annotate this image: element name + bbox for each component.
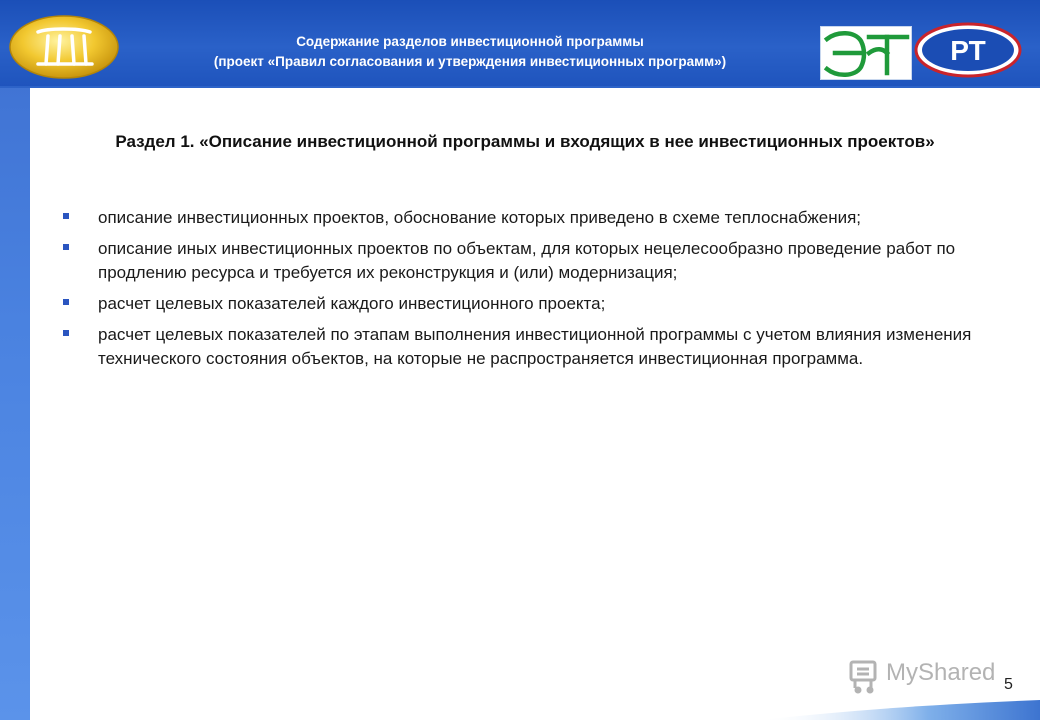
section-heading: Раздел 1. «Описание инвестиционной программы и входящих в нее инвестиционных проектов» <box>115 132 935 151</box>
bottom-decor-swoosh <box>760 696 1040 720</box>
left-decor-band <box>0 0 30 720</box>
square-bullet-icon <box>63 330 69 336</box>
title-line-1: Содержание разделов инвестиционной программы <box>296 34 644 49</box>
slide-title <box>150 32 790 72</box>
title-line-2: (проект «Правил согласования и утверждения инвестиционных программ») <box>213 54 727 69</box>
bullet-text: описание иных инвестиционных проектов по объектам, для которых нецелесообразно проведение работ по продлению ресурса и требуется их реконструкция и (или) модернизация; <box>98 239 956 282</box>
list-item <box>60 292 980 316</box>
square-bullet-icon <box>63 299 69 305</box>
slide-header <box>0 0 1040 88</box>
bullet-text: описание инвестиционных проектов, обоснование которых приведено в схеме теплоснабжения; <box>98 208 862 227</box>
rt-logo <box>914 22 1022 78</box>
square-bullet-icon <box>63 213 69 219</box>
rt-logo-text: РТ <box>950 35 986 66</box>
list-item <box>60 206 980 230</box>
watermark-text: MyShared <box>886 659 996 686</box>
list-item <box>60 323 980 371</box>
et-logo <box>820 26 912 80</box>
bullet-text: расчет целевых показателей каждого инвестиционного проекта; <box>98 294 606 313</box>
list-item <box>60 237 980 285</box>
square-bullet-icon <box>63 244 69 250</box>
watermark <box>846 656 1016 696</box>
company-emblem-logo <box>8 14 120 80</box>
slide-content-area <box>30 88 1040 720</box>
watermark-cart-icon <box>846 658 882 694</box>
bullet-list <box>60 206 980 378</box>
bullet-text: расчет целевых показателей по этапам выполнения инвестиционной программы с учетом влияния изменения технического состояния объектов, на которые не распространяется инвестиционная программа. <box>98 325 972 368</box>
page-number: 5 <box>1004 676 1013 693</box>
